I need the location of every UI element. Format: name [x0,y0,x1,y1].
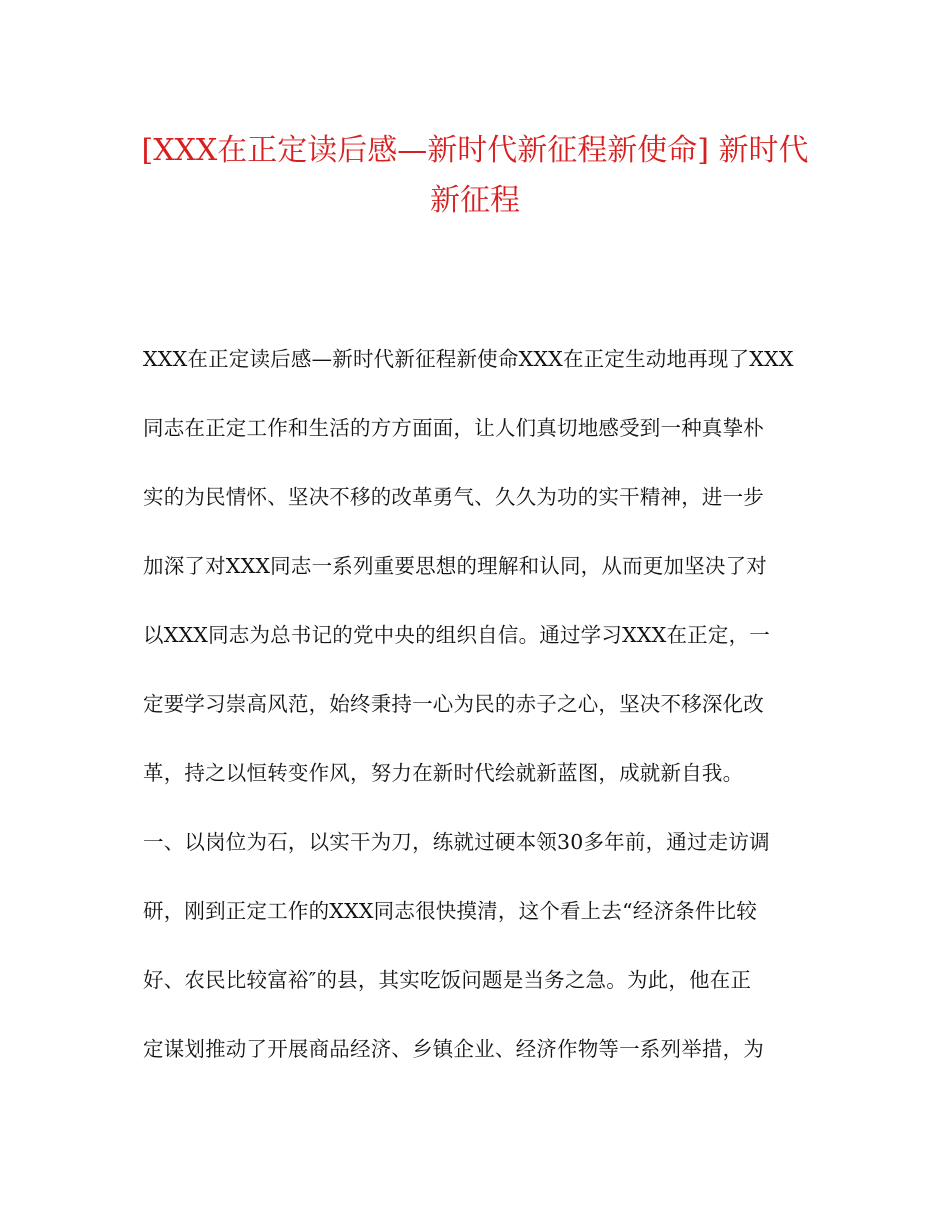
body-line: 好、农民比较富裕″的县，其实吃饭问题是当务之急。为此，他在正 [143,968,752,992]
document-body [143,334,808,1093]
body-line: 一、以岗位为石，以实干为刀，练就过硬本领30多年前，通过走访调 [143,830,770,854]
body-line: 实的为民情怀、坚决不移的改革勇气、久久为功的实干精神，进一步 [143,485,764,509]
body-line: 定谋划推动了开展商品经济、乡镇企业、经济作物等一系列举措，为 [143,1037,764,1061]
body-line: 定要学习崇高风范，始终秉持一心为民的赤子之心，坚决不移深化改 [143,692,764,716]
body-line: 加深了对XXX同志一系列重要思想的理解和认同，从而更加坚决了对 [143,554,767,578]
title-line: [XXX在正定读后感—新时代新征程新使命] 新时代 [141,133,809,168]
body-line: 同志在正定工作和生活的方方面面，让人们真切地感受到一种真挚朴 [143,416,764,440]
title-line: 新征程 [430,183,520,218]
body-line: 革，持之以恒转变作风，努力在新时代绘就新蓝图，成就新自我。 [143,761,744,785]
body-line: 研，刚到正定工作的XXX同志很快摸清，这个看上去“经济条件比较 [143,899,757,923]
body-line: XXX在正定读后感—新时代新征程新使命XXX在正定生动地再现了XXX [143,347,794,371]
document-title [140,126,810,226]
body-line: 以XXX同志为总书记的党中央的组织自信。通过学习XXX在正定，一 [143,623,770,647]
